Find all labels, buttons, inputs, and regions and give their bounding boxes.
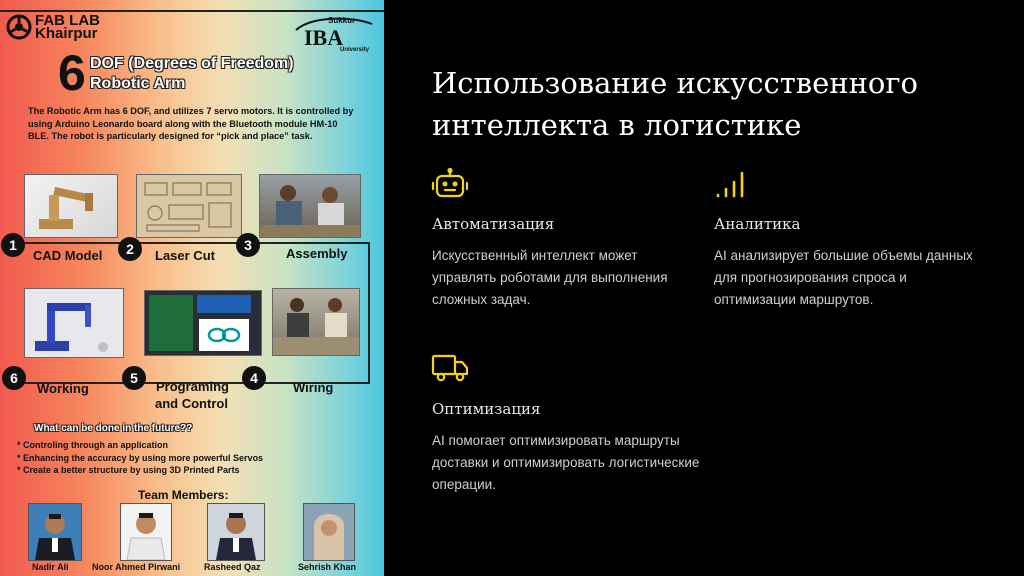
feature-title-optimization: Оптимизация (432, 400, 541, 418)
slide-heading: Использование искусственного интеллекта в логистике (432, 66, 919, 142)
fab-lab-logo (6, 14, 100, 40)
poster-description: The Robotic Arm has 6 DOF, and utilizes 7 servo motors. It is controlled by using Arduino Leonardo board along with the Bluetooth module HM-10 BLE. The robot is particularly designed for “pick and place” task. (28, 106, 354, 141)
member-name-1: Nadir Ali (32, 562, 69, 572)
assembly-image (259, 174, 361, 238)
univ-logo-text: IBA (304, 25, 344, 50)
cad-model-image (24, 174, 118, 238)
future-item: * Controling through an application (17, 440, 168, 450)
poster-title-line2: Robotic Arm (90, 75, 186, 92)
step-number-2: 2 (118, 237, 142, 261)
member-name-3: Rasheed Qaz (204, 562, 261, 572)
future-item: * Enhancing the accuracy by using more powerful Servos (17, 452, 264, 463)
fab-lab-gear-icon (6, 14, 32, 40)
delivery-truck-icon (430, 352, 470, 384)
process-flow-frame (14, 242, 370, 384)
feature-text-analytics: AI анализирует большие объемы данных для прогнозирования спроса и оптимизации маршрутов. (714, 248, 973, 307)
laser-cut-image (136, 174, 242, 238)
member-photo-nadir (28, 503, 82, 561)
member-name-4: Sehrish Khan (298, 562, 357, 572)
univ-top-text: Sukkur (328, 16, 356, 25)
member-photo-noor (120, 503, 172, 561)
project-poster (0, 0, 384, 576)
future-item: * Create a better structure by using 3D Printed Parts (17, 465, 240, 475)
step-label-laser-cut: Laser Cut (155, 248, 215, 263)
step-number-6: 6 (2, 366, 26, 390)
step-number-1: 1 (1, 233, 25, 257)
feature-title-analytics: Аналитика (714, 215, 801, 233)
fab-lab-name: FAB LAB (35, 12, 100, 29)
feature-text-automation: Искусственный интеллект может управлять роботами для выполнения сложных задач. (432, 248, 668, 307)
signal-bars-icon (712, 168, 752, 200)
step-label-assembly: Assembly (286, 246, 348, 261)
step-number-3: 3 (236, 233, 260, 257)
team-members-title: Team Members: (138, 488, 229, 502)
step-label-programing: Programing (156, 379, 229, 394)
step-label-cad-model: CAD Model (33, 248, 103, 263)
member-photo-sehrish (303, 503, 355, 561)
step-number-5: 5 (122, 366, 146, 390)
member-name-2: Noor Ahmed Pirwani (92, 562, 181, 572)
step-number-4: 4 (242, 366, 266, 390)
step-label-and-control: and Control (155, 396, 228, 411)
sukkur-iba-logo (292, 14, 376, 52)
fab-lab-city: Khairpur (35, 25, 98, 42)
poster-dof-number: 6 (58, 45, 86, 101)
future-work-title: What can be done in the future?? (34, 423, 193, 434)
step-label-wiring: Wiring (293, 380, 334, 395)
future-work-list (17, 439, 263, 477)
step-label-working: Working (37, 381, 89, 396)
poster-title-line1: DOF (Degrees of Freedom) (90, 55, 294, 72)
robot-icon (430, 168, 470, 200)
univ-bottom-text: University (340, 47, 370, 52)
feature-text-optimization: AI помогает оптимизировать маршруты доставки и оптимизировать логистические операции. (432, 433, 700, 492)
member-photo-rasheed (207, 503, 265, 561)
feature-title-automation: Автоматизация (432, 215, 555, 233)
